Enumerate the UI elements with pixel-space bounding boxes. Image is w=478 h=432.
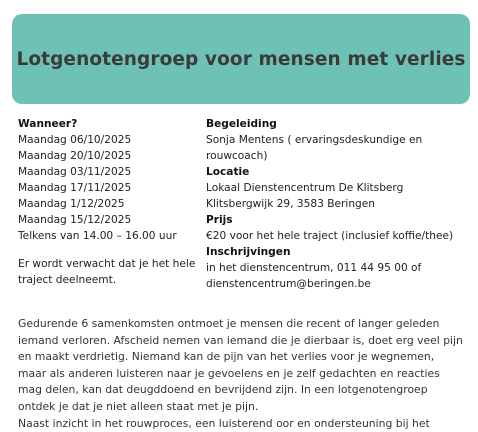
location-line1: Lokaal Dienstencentrum De Klitsberg: [206, 182, 404, 194]
guidance-line1: Sonja Mentens ( ervaringsdeskundige en: [206, 134, 423, 146]
date-item: Maandag 1/12/2025: [18, 198, 125, 210]
location-heading: Locatie: [206, 166, 250, 178]
title-banner: [12, 14, 470, 104]
registration-heading: Inschrijvingen: [206, 246, 291, 258]
schedule-column: [18, 116, 195, 288]
attendance-note-line1: Er wordt verwacht dat je het hele: [18, 258, 196, 270]
guidance-heading: Begeleiding: [206, 118, 277, 130]
date-item: Maandag 06/10/2025: [18, 134, 132, 146]
location-line2: Klitsbergwijk 29, 3583 Beringen: [206, 198, 375, 210]
date-item: Maandag 20/10/2025: [18, 150, 132, 162]
price-heading: Prijs: [206, 214, 233, 226]
description-paragraph-1: Gedurende 6 samenkomsten ontmoet je mensen die recent of langer geleden iemand verloren. Afscheid nemen van iemand die je dierbaar is, doet erg veel pijn en maakt verdrietig. Niemand kan de pijn van het verlies voor je wegnemen, maar als anderen luisteren naar je gevoelens en je zelf gedachten en reacties mag delen, kan dat deugddoend en bevrijdend zijn. In een lotgenotengroep ontdek je dat je niet alleen staat met je pijn.: [18, 317, 463, 413]
page-title: Lotgenotengroep voor mensen met verlies: [16, 48, 466, 70]
attendance-note-line2: traject deelneemt.: [18, 274, 117, 286]
date-item: Maandag 15/12/2025: [18, 214, 132, 226]
registration-line2: dienstencentrum@beringen.be: [206, 278, 371, 290]
when-heading: Wanneer?: [18, 118, 78, 130]
registration-line1: in het dienstencentrum, 011 44 95 00 of: [206, 262, 422, 274]
info-column: [206, 116, 453, 292]
guidance-line2: rouwcoach): [206, 150, 268, 162]
description: [18, 316, 464, 432]
price-text: €20 voor het hele traject (inclusief koffie/thee): [206, 230, 454, 242]
description-paragraph-2: Naast inzicht in het rouwproces, een luisterend oor en ondersteuning bij het: [18, 416, 430, 430]
date-item: Maandag 17/11/2025: [18, 182, 132, 194]
date-item: Maandag 03/11/2025: [18, 166, 132, 178]
time-text: Telkens van 14.00 – 16.00 uur: [18, 230, 177, 242]
